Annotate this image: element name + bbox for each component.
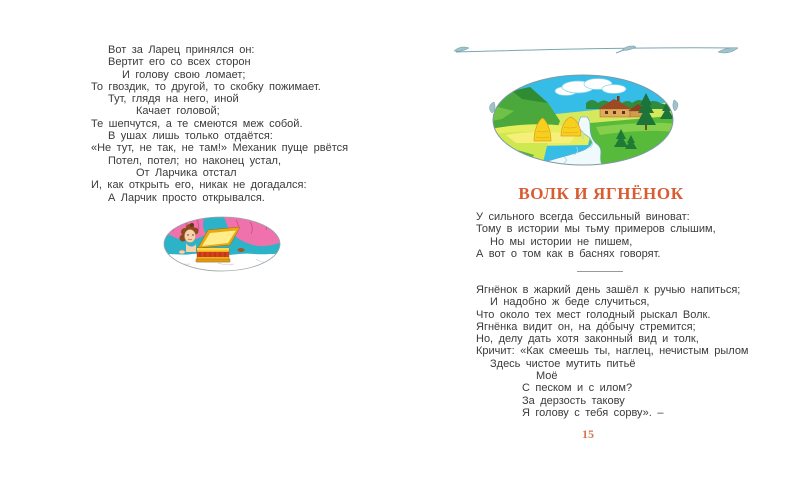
verse-line: Тому в истории мы тьму примеров слышим,	[476, 223, 716, 236]
stanza-divider	[577, 271, 623, 272]
verse-line: Ягнёнка видит он, на до́бычу стремится;	[476, 320, 696, 333]
verse-line: Качает головой;	[136, 105, 220, 118]
verse-line: Потел, потел; но наконец устал,	[108, 154, 282, 167]
verse-line: И надобно ж беде случиться,	[490, 296, 650, 309]
verse-line: То гвоздик, то другой, то скобку пожимает.	[91, 80, 321, 93]
verse-line: А Ларчик просто открывался.	[108, 191, 265, 204]
verse-line: Ягнёнок в жаркий день зашёл к ручью напиться;	[476, 284, 741, 296]
wolf-lamb-stanza-2	[476, 284, 749, 419]
verse-line: И голову свою ломает;	[122, 68, 246, 81]
verse-line: Те шепчутся, а те смеются меж собой.	[91, 117, 303, 130]
wolf-lamb-stanza-1	[476, 211, 716, 260]
fable-title: ВОЛК И ЯГНЁНОК	[518, 184, 684, 203]
verse-line: Что около тех мест голодный рыскал Волк.	[476, 308, 711, 321]
landscape-illustration	[486, 73, 682, 167]
verse-line: А вот о том как в баснях говорят.	[476, 247, 661, 260]
verse-line: От Ларчика отстал	[136, 166, 237, 179]
verse-line: У сильного всегда бессильный виноват:	[476, 211, 690, 223]
verse-line: Вот за Ларец принялся он:	[108, 44, 255, 56]
page-number: 15	[582, 427, 594, 441]
verse-line: Тут, глядя на него, иной	[108, 93, 239, 106]
verse-line: Кричит: «Как смеешь ты, наглец, нечистым рылом	[476, 345, 749, 358]
verse-line: Вертит его со всех сторон	[108, 56, 251, 69]
verse-line: С песком и с илом?	[522, 382, 633, 395]
verse-line: Но, делу дать хотя законный вид и толк,	[476, 333, 699, 346]
verse-line: За дерзость такову	[522, 394, 625, 407]
twig-rule-icon	[452, 44, 742, 56]
verse-line: Моё	[536, 370, 558, 383]
verse-line: Я голову с тебя сорву». –	[522, 406, 664, 419]
verse-line: Здесь чистое мутить питьё	[490, 357, 636, 370]
verse-line: И, как открыть его, никак не догадался:	[91, 179, 307, 192]
verse-line: «Не тут, не так, не там!» Механик пуще рвётся	[91, 142, 349, 155]
verse-line: Но мы истории не пишем,	[490, 235, 633, 248]
verse-line: В ушах лишь только отдаётся:	[108, 130, 273, 143]
